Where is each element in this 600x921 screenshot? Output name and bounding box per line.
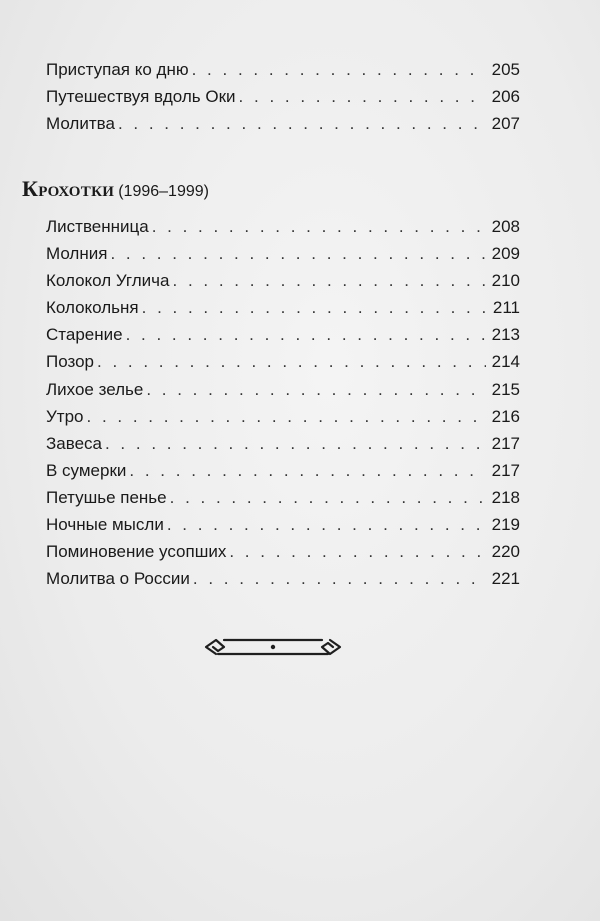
dot-leader xyxy=(97,348,486,375)
toc-entry-title: Лихое зелье xyxy=(46,379,144,399)
toc-entry-title: Старение xyxy=(46,325,123,345)
toc-entry xyxy=(46,403,520,430)
dot-leader xyxy=(126,321,486,348)
toc-entry xyxy=(46,538,520,565)
toc-entry xyxy=(46,565,520,592)
toc-entry-page: 217 xyxy=(491,433,520,453)
toc-entry-page: 210 xyxy=(491,271,520,291)
toc-entry xyxy=(46,511,520,538)
toc-entry-page: 219 xyxy=(491,515,520,535)
toc-entry-title: Молитва о России xyxy=(46,569,190,589)
section-years: (1996–1999) xyxy=(118,183,209,200)
dot-leader xyxy=(192,56,486,83)
toc-entry-page: 205 xyxy=(491,60,520,79)
toc-entry-page: 211 xyxy=(492,298,520,318)
dot-leader xyxy=(173,267,487,294)
toc-entry-page: 220 xyxy=(491,542,520,562)
dot-leader xyxy=(105,430,486,457)
toc-entry-title: Утро xyxy=(46,406,84,426)
toc-entry xyxy=(46,240,520,267)
toc-entry-title: В сумерки xyxy=(46,460,127,480)
toc-entry-title: Поминовение усопших xyxy=(46,542,227,562)
toc-entry xyxy=(46,376,520,403)
toc-entry-title: Молитва xyxy=(46,114,115,134)
toc-entry xyxy=(46,457,520,484)
dot-leader xyxy=(170,484,486,511)
dot-leader xyxy=(118,110,486,137)
toc-entry-title: Ночные мысли xyxy=(46,515,164,535)
toc-entry-page: 206 xyxy=(491,87,520,107)
dot-leader xyxy=(229,538,486,565)
toc-entry xyxy=(46,484,520,511)
toc-entry-page: 221 xyxy=(491,569,520,589)
dot-leader xyxy=(110,240,486,267)
toc-entry-page: 209 xyxy=(491,244,520,264)
toc-entry xyxy=(46,56,520,83)
decorative-scroll-ornament-icon xyxy=(198,632,348,662)
dot-leader xyxy=(167,511,486,538)
toc-entry-page: 218 xyxy=(491,487,520,507)
toc-entry xyxy=(46,430,520,457)
dot-leader xyxy=(146,376,486,403)
toc-entry-page: 207 xyxy=(491,114,520,134)
toc-entry-page: 215 xyxy=(491,379,520,399)
toc-entry xyxy=(46,110,520,137)
toc-entry-title: Молния xyxy=(46,244,108,264)
toc-entry xyxy=(46,267,520,294)
toc-entry-title: Лиственница xyxy=(46,217,149,236)
toc-entry-page: 208 xyxy=(491,217,520,236)
toc-entry xyxy=(46,321,520,348)
toc-entry-title: Приступая ко дню xyxy=(46,60,189,79)
dot-leader xyxy=(129,457,486,484)
dot-leader xyxy=(239,83,486,110)
dot-leader xyxy=(152,213,486,240)
toc-list-section xyxy=(46,213,520,592)
toc-entry-page: 216 xyxy=(491,406,520,426)
toc-entry-title: Завеса xyxy=(46,433,102,453)
toc-entry-page: 217 xyxy=(491,460,520,480)
toc-entry-page: 214 xyxy=(491,352,520,372)
toc-entry-title: Колокол Углича xyxy=(46,271,170,291)
toc-entry xyxy=(46,294,520,321)
dot-leader xyxy=(142,294,486,321)
toc-entry-title: Позор xyxy=(46,352,94,372)
toc-list-continued xyxy=(46,56,520,137)
toc-entry-title: Путешествуя вдоль Оки xyxy=(46,87,236,107)
toc-entry xyxy=(46,213,520,240)
toc-entry xyxy=(46,348,520,375)
dot-leader xyxy=(193,565,486,592)
section-title: Крохотки xyxy=(22,176,115,201)
toc-entry xyxy=(46,83,520,110)
dot-leader xyxy=(87,403,487,430)
toc-entry-title: Петушье пенье xyxy=(46,487,167,507)
toc-entry-title: Колокольня xyxy=(46,298,139,318)
toc-entry-page: 213 xyxy=(491,325,520,345)
section-heading xyxy=(22,176,209,202)
